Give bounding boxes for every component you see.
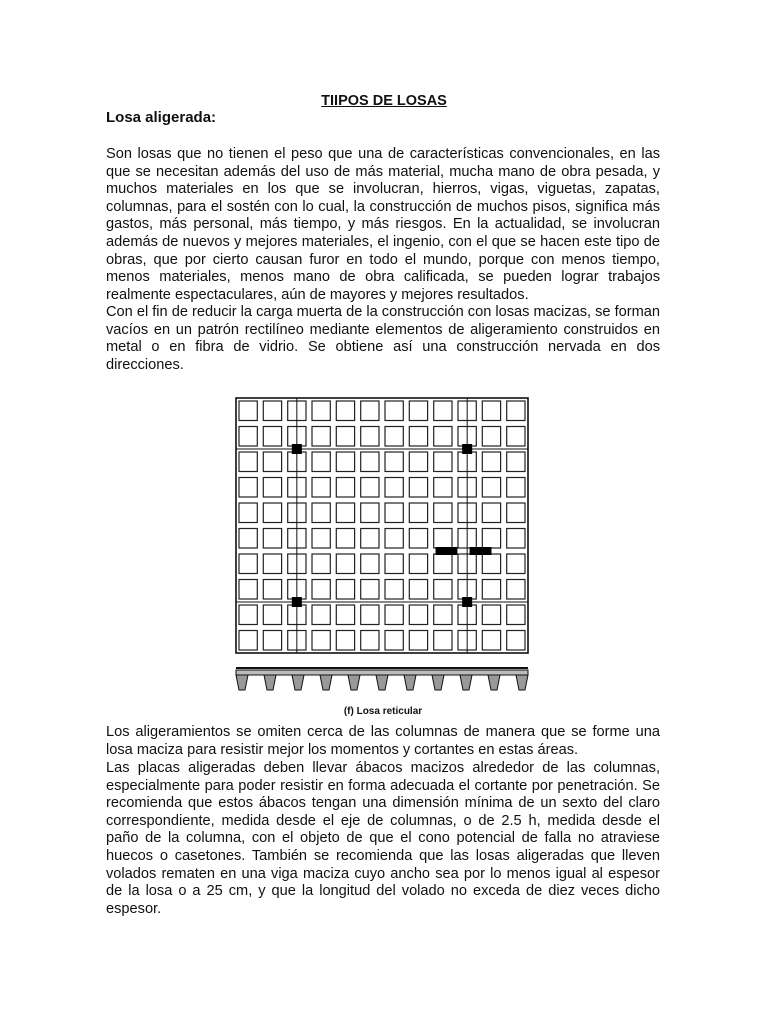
coffer-void	[312, 401, 330, 421]
coffer-void	[409, 529, 427, 549]
slab-outline	[236, 398, 528, 653]
section-slab	[236, 670, 528, 675]
coffer-void	[482, 580, 500, 600]
coffer-void	[482, 554, 500, 574]
coffer-void	[385, 478, 403, 498]
coffer-void	[434, 401, 452, 421]
section-rib	[460, 675, 472, 690]
coffer-void	[361, 427, 379, 447]
losa-reticular-figure	[228, 390, 538, 720]
coffer-void	[263, 554, 281, 574]
coffer-void	[312, 503, 330, 523]
coffer-void	[434, 427, 452, 447]
coffer-void	[263, 503, 281, 523]
coffer-void	[434, 631, 452, 651]
coffer-void	[239, 631, 257, 651]
coffer-void	[434, 503, 452, 523]
coffer-void	[385, 401, 403, 421]
waffle-slab-drawing	[228, 390, 538, 705]
coffer-void	[385, 580, 403, 600]
section-rib	[348, 675, 360, 690]
coffer-void	[361, 631, 379, 651]
section-heading: Losa aligerada:	[106, 109, 217, 126]
coffer-void	[507, 529, 525, 549]
coffer-void	[482, 503, 500, 523]
coffer-void	[361, 452, 379, 472]
coffer-void	[507, 631, 525, 651]
coffer-void	[239, 478, 257, 498]
coffer-void	[336, 580, 354, 600]
section-rib	[264, 675, 276, 690]
coffer-void	[336, 605, 354, 625]
coffer-void	[239, 427, 257, 447]
coffer-void	[361, 401, 379, 421]
coffer-void	[482, 605, 500, 625]
coffer-void	[239, 580, 257, 600]
coffer-void	[263, 478, 281, 498]
coffer-void	[385, 503, 403, 523]
coffer-void	[434, 478, 452, 498]
coffer-void	[336, 631, 354, 651]
coffer-void	[507, 503, 525, 523]
column-square	[462, 444, 472, 454]
paragraph-purpose: Con el fin de reducir la carga muerta de la construcción con losas macizas, se forman vacíos en un patrón rectilíneo mediante elementos de aligeramiento construidos en metal o en fibra de vidrio. Se obtiene así una construcción nervada en dos direcciones.	[106, 304, 661, 373]
column-square	[462, 597, 472, 607]
coffer-void	[385, 427, 403, 447]
document-title: TIIPOS DE LOSAS	[321, 93, 447, 109]
column-square	[292, 597, 302, 607]
coffer-void	[409, 452, 427, 472]
coffer-void	[336, 554, 354, 574]
figure-caption: (f) Losa reticular	[343, 706, 423, 717]
coffer-void	[239, 605, 257, 625]
coffer-void	[336, 427, 354, 447]
coffer-void	[482, 401, 500, 421]
coffer-void	[409, 554, 427, 574]
coffer-void	[409, 631, 427, 651]
coffer-void	[361, 605, 379, 625]
section-rib	[236, 675, 248, 690]
coffer-void	[336, 529, 354, 549]
paragraph-recommendations: Las placas aligeradas deben llevar ábacos macizos alrededor de las columnas, especialmente para poder resistir en forma adecuada el cortante por penetración. Se recomienda que estos ábacos tengan una dimensión mínima de un sexto del claro correspondiente, medida desde el eje de columnas, o de 2.5 h, medida desde el paño de la columna, con el objeto de que el cono potencial de falla no atraviese huecos o casetones. También se recomienda que las losas aligeradas que lleven volados rematen en una viga maciza cuyo ancho sea por lo menos igual al espesor de la losa o a 25 cm, y que la longitud del volado no exceda de diez veces dicho espesor.	[106, 760, 660, 917]
coffer-void	[507, 554, 525, 574]
coffer-void	[409, 605, 427, 625]
coffer-void	[434, 529, 452, 549]
coffer-void	[361, 503, 379, 523]
coffer-void	[507, 452, 525, 472]
coffer-void	[239, 529, 257, 549]
coffer-void	[239, 401, 257, 421]
coffer-void	[239, 452, 257, 472]
coffer-void	[336, 401, 354, 421]
coffer-void	[385, 529, 403, 549]
coffer-void	[312, 529, 330, 549]
coffer-void	[385, 631, 403, 651]
coffer-void	[263, 529, 281, 549]
coffer-void	[361, 529, 379, 549]
coffer-void	[312, 631, 330, 651]
section-rib	[404, 675, 416, 690]
coffer-void	[312, 452, 330, 472]
coffer-void	[434, 605, 452, 625]
coffer-void	[385, 605, 403, 625]
coffer-void	[482, 478, 500, 498]
coffer-void	[434, 554, 452, 574]
coffer-void	[507, 605, 525, 625]
coffer-void	[409, 427, 427, 447]
coffer-void	[507, 580, 525, 600]
coffer-void	[507, 478, 525, 498]
coffer-void	[482, 427, 500, 447]
section-rib	[488, 675, 500, 690]
section-rib	[320, 675, 332, 690]
coffer-void	[263, 631, 281, 651]
coffer-void	[336, 503, 354, 523]
coffer-void	[409, 478, 427, 498]
section-rib	[516, 675, 528, 690]
coffer-void	[336, 452, 354, 472]
coffer-void	[361, 478, 379, 498]
coffer-void	[263, 580, 281, 600]
coffer-void	[361, 580, 379, 600]
coffer-void	[312, 478, 330, 498]
paragraph-omission: Los aligeramientos se omiten cerca de las columnas de manera que se forme una losa maciza para resistir mejor los momentos y cortantes en estas áreas.	[106, 724, 660, 758]
beam-mark	[470, 547, 492, 555]
coffer-void	[263, 427, 281, 447]
coffer-void	[409, 580, 427, 600]
coffer-void	[312, 580, 330, 600]
coffer-void	[434, 452, 452, 472]
coffer-void	[263, 401, 281, 421]
coffer-void	[312, 554, 330, 574]
coffer-void	[482, 452, 500, 472]
coffer-void	[336, 478, 354, 498]
coffer-void	[385, 554, 403, 574]
coffer-void	[385, 452, 403, 472]
section-rib	[432, 675, 444, 690]
section-rib	[292, 675, 304, 690]
coffer-void	[507, 427, 525, 447]
coffer-void	[312, 427, 330, 447]
coffer-void	[312, 605, 330, 625]
coffer-void	[409, 503, 427, 523]
beam-mark	[436, 547, 458, 555]
coffer-void	[482, 529, 500, 549]
paragraph-intro: Son losas que no tienen el peso que una de características convencionales, en las que se necesitan además del uso de más material, mucha mano de obra pesada, y muchos materiales en los que se involucran, hierros, vigas, viguetas, zapatas, columnas, para el sostén con lo cual, la construcción de muchos pisos, significa más gastos, más personal, más tiempo, y más riesgos. En la actualidad, se involucran además de nuevos y mejores materiales, el ingenio, con el que se hacen este tipo de obras, que por cierto causan furor en todo el mundo, porque con menos tiempo, menos materiales, menos mano de obra calificada, se pueden lograr trabajos realmente espectaculares, aún de mayores y mejores resultados.	[106, 146, 660, 303]
coffer-void	[507, 401, 525, 421]
coffer-void	[434, 580, 452, 600]
coffer-void	[482, 631, 500, 651]
coffer-void	[409, 401, 427, 421]
coffer-void	[361, 554, 379, 574]
coffer-void	[263, 605, 281, 625]
column-square	[292, 444, 302, 454]
coffer-void	[263, 452, 281, 472]
coffer-void	[239, 554, 257, 574]
coffer-void	[239, 503, 257, 523]
section-rib	[376, 675, 388, 690]
